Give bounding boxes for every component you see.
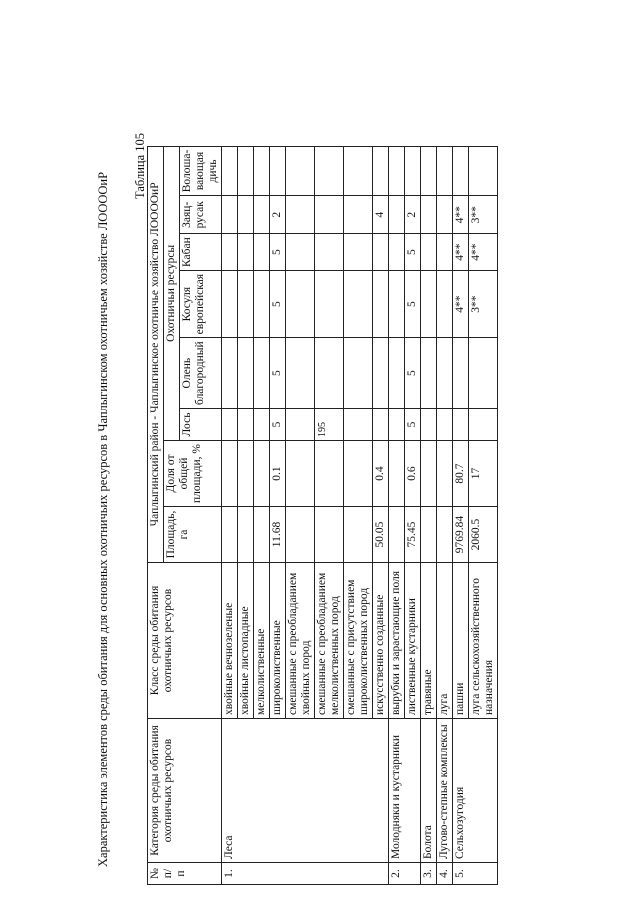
- header-species-moose: Лось: [180, 409, 222, 441]
- row-value: [469, 338, 498, 409]
- row-value: [315, 409, 344, 441]
- row-area: [344, 507, 373, 563]
- header-class: Класс среды обитания охотничьих ресурсов: [148, 563, 222, 719]
- row-value: 4**: [453, 271, 469, 338]
- row-class: смешанные с преобладанием мелколиственных пород: [315, 563, 344, 719]
- row-value: [286, 271, 315, 338]
- row-value: [373, 338, 389, 409]
- row-value: [344, 234, 373, 271]
- header-species-boar: Кабан: [180, 234, 222, 271]
- row-value: [238, 196, 254, 234]
- rotated-page: [95, 5, 640, 885]
- habitat-table: [147, 146, 498, 885]
- header-share: Доля от общей площади, %: [164, 441, 222, 507]
- row-class: мелколиственные: [254, 563, 270, 719]
- table-row: [389, 146, 405, 884]
- row-area: [254, 507, 270, 563]
- row-category: Болота: [421, 719, 437, 863]
- row-value: [421, 338, 437, 409]
- row-value: 4**: [469, 234, 498, 271]
- row-class: пашни: [453, 563, 469, 719]
- row-value: 4**: [453, 234, 469, 271]
- row-value: 5: [270, 338, 286, 409]
- row-value: [254, 234, 270, 271]
- row-share: 80.7: [453, 441, 469, 507]
- row-value: [389, 338, 405, 409]
- row-class: широколиственные: [270, 563, 286, 719]
- header-category: Категория среды обитания охотничьих ресурсов: [148, 719, 222, 863]
- row-category: Леса: [222, 719, 389, 863]
- header-species-waterfowl: Волоша-вающая дичь: [180, 146, 222, 196]
- row-share: [315, 441, 344, 507]
- row-value: [373, 271, 389, 338]
- row-value: [222, 234, 238, 271]
- row-value: 5: [405, 234, 421, 271]
- header-species-roe-deer: Косуля европейская: [180, 271, 222, 338]
- row-value: [421, 234, 437, 271]
- row-value: [238, 146, 254, 196]
- row-value: [254, 196, 270, 234]
- row-value: 3**: [469, 271, 498, 338]
- row-area: [286, 507, 315, 563]
- row-share: [254, 441, 270, 507]
- header-resources-group: Охотничьи ресурсы: [164, 146, 180, 440]
- row-value: 2: [270, 196, 286, 234]
- table-row: [421, 146, 437, 884]
- row-value: [222, 196, 238, 234]
- row-value: [315, 271, 344, 338]
- row-num: 3.: [421, 863, 437, 885]
- row-value: [389, 409, 405, 441]
- row-category: Лугово-степные комплексы: [437, 719, 453, 863]
- header-species-hare: Заяц-русак: [180, 196, 222, 234]
- row-value: [286, 409, 315, 441]
- row-value: [222, 409, 238, 441]
- row-area: 50.05: [373, 507, 389, 563]
- table-label: Таблица 105: [133, 133, 147, 199]
- row-area: [421, 507, 437, 563]
- row-value: [254, 409, 270, 441]
- row-value: [315, 196, 344, 234]
- row-value: [315, 338, 344, 409]
- row-category: Молодняки и кустарники: [389, 719, 421, 863]
- row-value: [238, 234, 254, 271]
- header-species-red-deer: Олень благородный: [180, 338, 222, 409]
- row-value: [286, 234, 315, 271]
- row-value: [344, 146, 373, 196]
- header-row-1: [148, 146, 164, 884]
- row-value: [315, 146, 344, 196]
- row-share: 0.4: [373, 441, 389, 507]
- row-value: 5: [270, 234, 286, 271]
- row-value: 5: [270, 409, 286, 441]
- row-class: луга: [437, 563, 453, 719]
- row-value: [286, 196, 315, 234]
- row-share: [222, 441, 238, 507]
- row-value: [421, 146, 437, 196]
- row-value: [389, 271, 405, 338]
- row-value: [389, 146, 405, 196]
- row-area: [389, 507, 405, 563]
- row-share: [238, 441, 254, 507]
- row-value: [222, 271, 238, 338]
- row-value: [405, 146, 421, 196]
- row-value: [270, 146, 286, 196]
- document-title: Характеристика элементов среды обитания для основных охотничьих ресурсов в Чаплыгинском охотничьем хозяйстве ЛООООиР: [96, 171, 110, 867]
- header-num: № п/п: [148, 863, 222, 885]
- row-value: [373, 409, 389, 441]
- row-share: [389, 441, 405, 507]
- row-value: [437, 234, 453, 271]
- row-value: [453, 338, 469, 409]
- row-area: 2060.5: [469, 507, 498, 563]
- row-value: [344, 196, 373, 234]
- row-share: 0.6: [405, 441, 421, 507]
- row-value: [437, 409, 453, 441]
- row-area: 75.45: [405, 507, 421, 563]
- row-category: Сельхозугодия: [453, 719, 498, 863]
- row-class: смешанные с присутствием широколиственных пород: [344, 563, 373, 719]
- row-value: [437, 338, 453, 409]
- row-num: 5.: [453, 863, 498, 885]
- row-value: [344, 271, 373, 338]
- row-class: лиственные кустарники: [405, 563, 421, 719]
- row-class: вырубки и зарастающие поля: [389, 563, 405, 719]
- row-area: [437, 507, 453, 563]
- row-value: 5: [405, 409, 421, 441]
- row-class: травяные: [421, 563, 437, 719]
- row-value: [254, 338, 270, 409]
- row-value: [238, 338, 254, 409]
- row-value: [421, 271, 437, 338]
- row-class: луга сельскохозяйственного назначения: [469, 563, 498, 719]
- row-value: [222, 338, 238, 409]
- row-value: [389, 196, 405, 234]
- row-value: 3**: [469, 196, 498, 234]
- table-row: [222, 146, 238, 884]
- row-class: хвойные вечнозеленые: [222, 563, 238, 719]
- row-value: [254, 146, 270, 196]
- header-region: Чаплыгинский район - Чаплыгинское охотничье хозяйство ЛООООиР: [148, 146, 164, 562]
- row-share: 17: [469, 441, 498, 507]
- row-value: 4**: [453, 196, 469, 234]
- row-num: 2.: [389, 863, 421, 885]
- row-value: 5: [270, 271, 286, 338]
- row-value: [286, 146, 315, 196]
- row-class: смешанные с преобладанием хвойных пород: [286, 563, 315, 719]
- header-area: Площадь, га: [164, 507, 222, 563]
- row-class: хвойные листопадные: [238, 563, 254, 719]
- row-area: [238, 507, 254, 563]
- row-share: [344, 441, 373, 507]
- row-value: [344, 338, 373, 409]
- row-value: [254, 271, 270, 338]
- row-num: 4.: [437, 863, 453, 885]
- row-share: [286, 441, 315, 507]
- row-area: 11.68: [270, 507, 286, 563]
- row-value: [453, 409, 469, 441]
- row-value: 5: [405, 271, 421, 338]
- row-area: 9769.84: [453, 507, 469, 563]
- row-value: [437, 271, 453, 338]
- row-value: [222, 146, 238, 196]
- table-row: [453, 146, 469, 884]
- row-value: [286, 338, 315, 409]
- row-value: [437, 146, 453, 196]
- row-value: [238, 409, 254, 441]
- row-value: 5: [405, 338, 421, 409]
- row-share: [437, 441, 453, 507]
- row-share: [421, 441, 437, 507]
- row-value: [344, 409, 373, 441]
- row-value: [421, 409, 437, 441]
- row-value: [373, 234, 389, 271]
- row-value: [453, 146, 469, 196]
- row-value: [389, 234, 405, 271]
- row-value: [469, 146, 498, 196]
- row-value: [469, 409, 498, 441]
- row-share: 0.1: [270, 441, 286, 507]
- row-value: 4: [373, 196, 389, 234]
- row-area: [222, 507, 238, 563]
- row-num: 1.: [222, 863, 389, 885]
- page-number: 195: [317, 422, 328, 437]
- row-value: 2: [405, 196, 421, 234]
- row-value: [373, 146, 389, 196]
- row-value: [315, 234, 344, 271]
- row-class: искусственно созданные: [373, 563, 389, 719]
- row-value: [437, 196, 453, 234]
- row-value: [421, 196, 437, 234]
- row-area: [315, 507, 344, 563]
- table-row: [437, 146, 453, 884]
- row-value: [238, 271, 254, 338]
